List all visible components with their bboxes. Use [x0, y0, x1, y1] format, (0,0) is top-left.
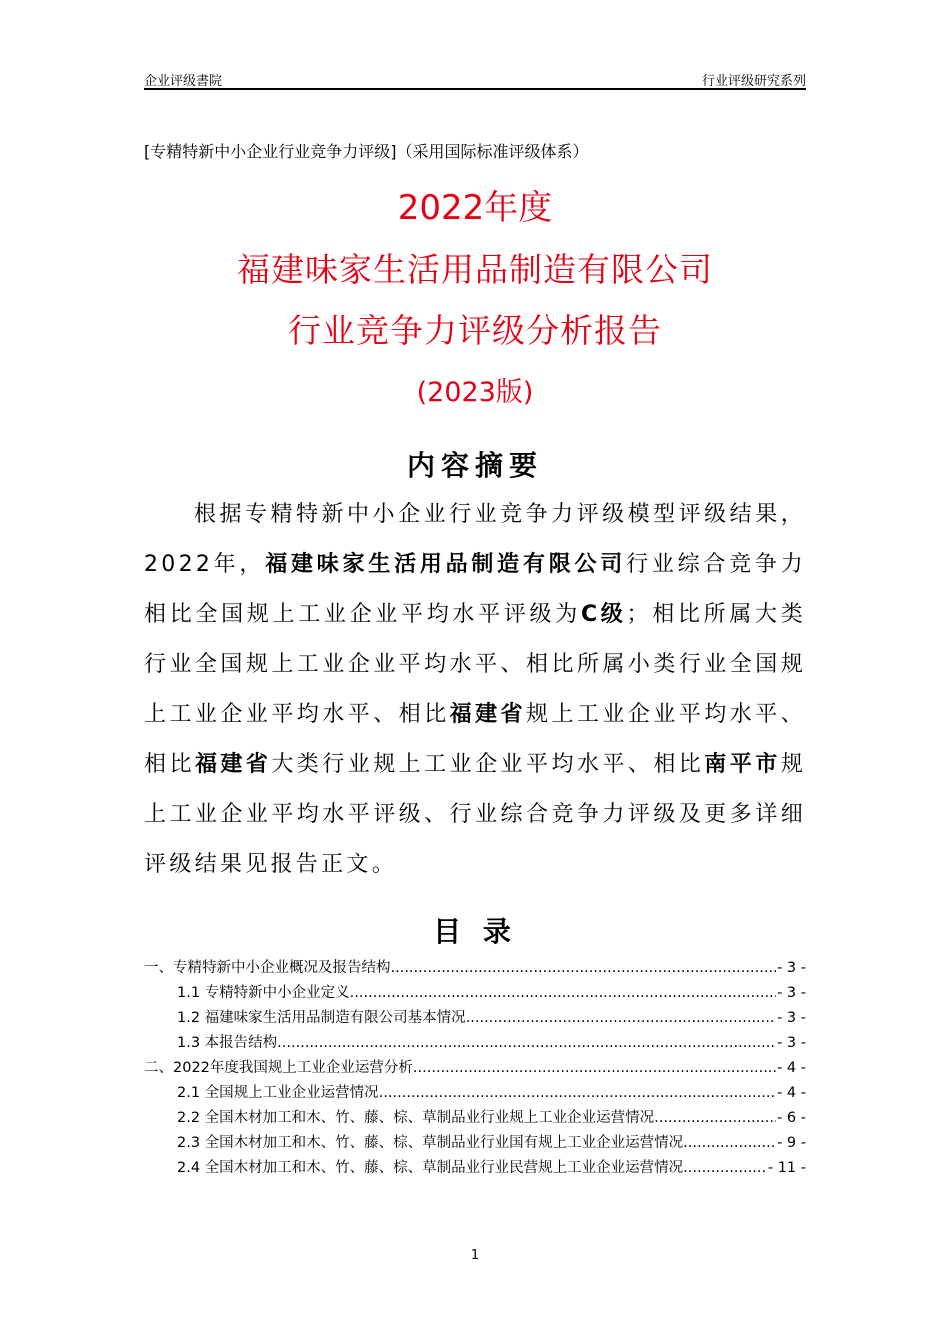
toc-entry-label[interactable]: 1.3 本报告结构 — [177, 1035, 278, 1051]
toc-entry[interactable] — [144, 1131, 806, 1156]
toc-entry-label[interactable]: 2.4 全国木材加工和木、竹、藤、棕、草制品业行业民营规上工业企业运营情况 — [177, 1160, 684, 1176]
toc-entry-label[interactable]: 二、2022年度我国规上工业企业运营分析 — [144, 1060, 413, 1076]
page-header — [144, 68, 806, 90]
toc-entry-label[interactable]: 一、专精特新中小企业概况及报告结构 — [144, 960, 391, 976]
toc-entry[interactable] — [144, 1106, 806, 1131]
page-number: 1 — [470, 1248, 480, 1263]
abstract-highlight: 福建味家生活用品制造有限公司 — [265, 552, 627, 577]
title-year: 2022年度 — [397, 188, 553, 228]
abstract-text: 行业综合竞争力相比全国规上工业企业平均水平评级为 — [144, 552, 807, 627]
toc-entry-label[interactable]: 1.1 专精特新中小企业定义 — [177, 985, 350, 1001]
abstract-paragraph — [144, 490, 806, 890]
toc-entry-label[interactable]: 2.2 全国木材加工和木、竹、藤、棕、草制品业行业规上工业企业运营情况 — [177, 1110, 655, 1126]
abstract-text: 大类行业规上工业企业平均水平、相比 — [271, 752, 705, 777]
abstract-highlight: C级 — [580, 602, 627, 627]
toc-leader — [466, 1006, 776, 1031]
toc-entry[interactable] — [144, 956, 806, 981]
abstract-highlight: 福建省 — [449, 702, 527, 727]
toc-entry-label[interactable]: 2.3 全国木材加工和木、竹、藤、棕、草制品业行业国有规上工业企业运营情况 — [177, 1135, 684, 1151]
abstract-highlight: 南平市 — [704, 752, 781, 777]
toc-entry-page: - 3 - — [777, 985, 806, 1001]
title-edition: (2023版) — [416, 377, 534, 408]
table-of-contents — [144, 956, 806, 1181]
toc-entry[interactable] — [144, 1056, 806, 1081]
title-company: 福建味家生活用品制造有限公司 — [237, 250, 713, 289]
toc-leader — [683, 1131, 776, 1156]
toc-leader — [350, 981, 776, 1006]
toc-entry-page: - 3 - — [777, 960, 806, 976]
abstract-text: 规上工业企业平均水平评级、行业综合竞争力评级及更多详细评级结果见报告正文。 — [144, 752, 806, 877]
toc-entry-page: - 4 - — [777, 1060, 806, 1076]
toc-entry-page: - 4 - — [777, 1085, 806, 1101]
toc-leader — [683, 1156, 767, 1181]
report-tagline: [专精特新中小企业行业竞争力评级]（采用国际标准评级体系） — [144, 142, 589, 161]
toc-entry[interactable] — [144, 1006, 806, 1031]
toc-leader — [413, 1056, 776, 1081]
toc-entry-label[interactable]: 1.2 福建味家生活用品制造有限公司基本情况 — [177, 1010, 466, 1026]
abstract-highlight: 福建省 — [194, 752, 272, 777]
abstract-text: ；相比所属大类行业全国规上工业企业平均水平、相比所属小类行业全国规上工业企业平均水平、相比 — [144, 602, 807, 727]
toc-entry-label[interactable]: 2.1 全国规上工业企业运营情况 — [177, 1085, 379, 1101]
header-left: 企业评级書院 — [144, 74, 223, 89]
toc-leader — [391, 956, 777, 981]
toc-leader — [654, 1106, 776, 1131]
abstract-text: 根据专精特新中小企业行业竞争力评级模型评级结果，2022年， — [144, 502, 806, 577]
toc-entry-page: - 6 - — [777, 1110, 806, 1126]
abstract-text: 规上工业企业平均水平、相比 — [144, 702, 806, 777]
toc-entry[interactable] — [144, 981, 806, 1006]
abstract-heading: 内容摘要 — [406, 449, 543, 482]
toc-entry-page: - 3 - — [777, 1010, 806, 1026]
header-right: 行业评级研究系列 — [701, 74, 806, 89]
toc-leader — [379, 1081, 776, 1106]
toc-entry-page: - 9 - — [777, 1135, 806, 1151]
toc-entry[interactable] — [144, 1031, 806, 1056]
toc-entry[interactable] — [144, 1081, 806, 1106]
toc-entry[interactable] — [144, 1156, 806, 1181]
toc-heading: 目 录 — [433, 915, 517, 948]
title-report: 行业竞争力评级分析报告 — [288, 311, 662, 350]
toc-entry-page: - 3 - — [777, 1035, 806, 1051]
toc-entry-page: - 11 - — [767, 1160, 806, 1176]
toc-leader — [277, 1031, 776, 1056]
